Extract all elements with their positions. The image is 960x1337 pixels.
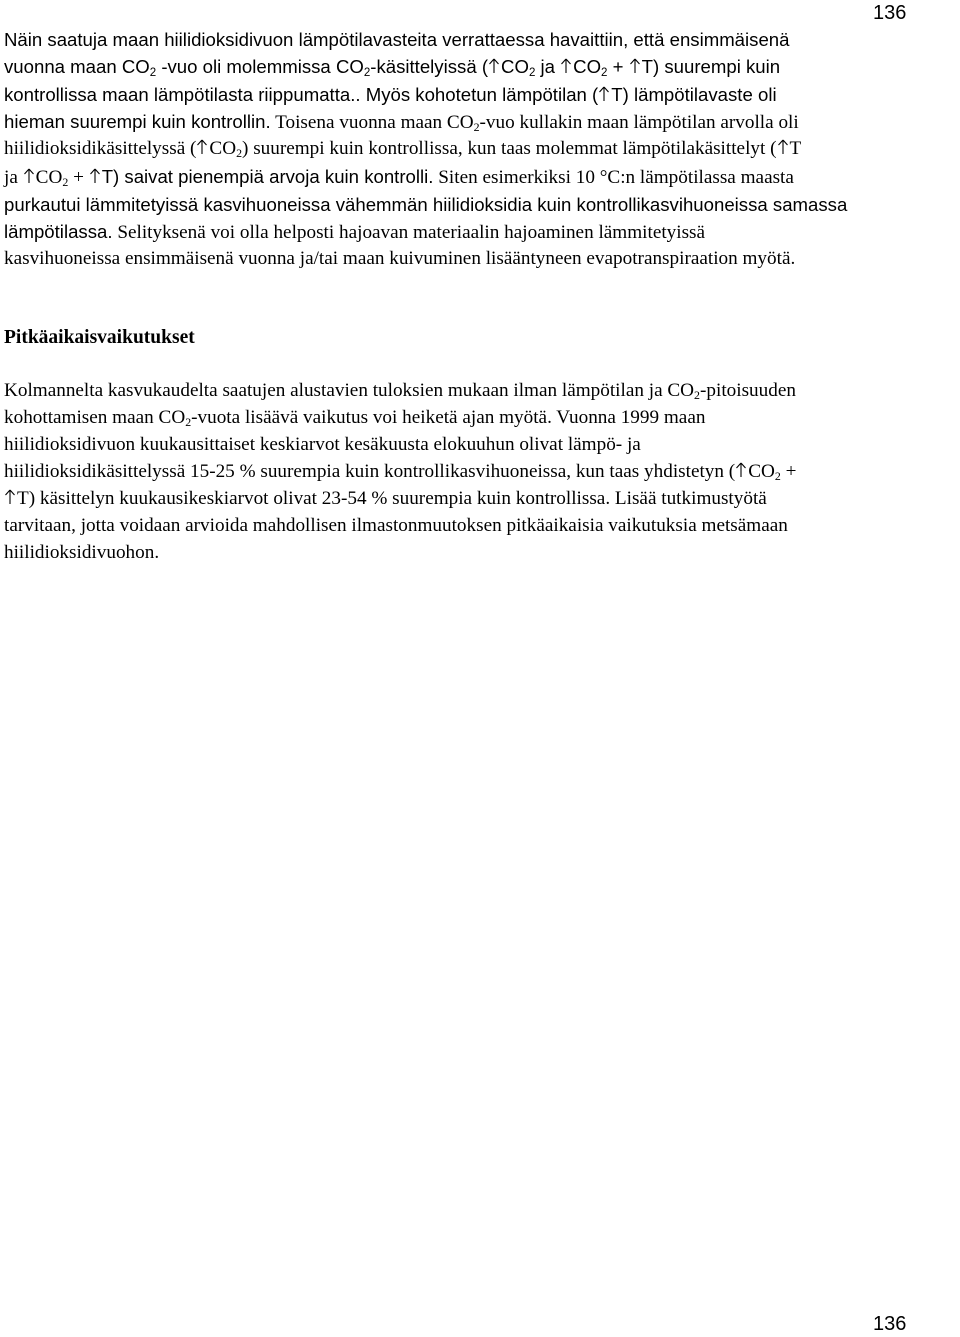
text-line: hiilidioksidikäsittelyssä 15-25 % suurempia kuin kontrollikasvihuoneissa, kun taas yhdistetyn ( $CO_2$ + — [4, 461, 797, 483]
text-line: purkautui lämmitetyissä kasvihuoneissa vähemmän hiilidioksidia kuin kontrollikasvihuoneissa samassa — [4, 194, 848, 215]
page-number-top: 136 — [873, 2, 907, 24]
up-arrow-icon — [777, 139, 789, 155]
page-number-bottom: 136 — [873, 1313, 907, 1335]
up-arrow-icon — [488, 58, 500, 74]
up-arrow-icon — [23, 168, 35, 184]
text-line: hiilidioksidikäsittelyssä ( $CO_2$) suurempi kuin kontrollissa, kun taas molemmat lämpötilakäsittelyt ( T — [4, 138, 802, 160]
up-arrow-icon — [89, 168, 101, 184]
text-line: lämpötilassa. Selityksenä voi olla helposti hajoavan materiaalin hajoaminen lämmitetyissä — [4, 221, 706, 243]
text-line: ja $CO_2$ + T) saivat pienempiä arvoja kuin kontrolli. Siten esimerkiksi 10 °C:n lämpötilassa maasta — [4, 166, 794, 189]
text-line: hieman suurempi kuin kontrollin. Toisena vuonna maan $CO_2$-vuo kullakin maan lämpötilan arvolla oli — [4, 111, 799, 134]
up-arrow-icon — [560, 58, 572, 74]
text-line: Näin saatuja maan hiilidioksidivuon lämpötilavasteita verrattaessa havaittiin, että ensimmäisenä — [4, 29, 790, 50]
text-line: kontrollissa maan lämpötilasta riippumatta.. Myös kohotetun lämpötilan ( T) lämpötilavaste oli — [4, 84, 777, 105]
text-line: kohottamisen maan $CO_2$-vuota lisäävä vaikutus voi heiketä ajan myötä. Vuonna 1999 maan — [4, 407, 706, 429]
text-line: hiilidioksidivuon kuukausittaiset keskiarvot kesäkuusta elokuuhun olivat lämpö- ja — [4, 434, 641, 455]
up-arrow-icon — [735, 462, 747, 478]
text-line: kasvihuoneissa ensimmäisenä vuonna ja/tai maan kuivuminen lisääntyneen evapotranspiraation myötä. — [4, 248, 796, 269]
up-arrow-icon — [598, 86, 610, 102]
up-arrow-icon — [196, 139, 208, 155]
text-line: T) käsittelyn kuukausikeskiarvot olivat 23-54 % suurempia kuin kontrollissa. Lisää tutkimustyötä — [4, 488, 767, 510]
text-line: hiilidioksidivuohon. — [4, 542, 160, 563]
section-heading: Pitkäaikaisvaikutukset — [4, 327, 195, 348]
up-arrow-icon — [629, 58, 641, 74]
text-line: vuonna maan $CO_2$ -vuo oli molemmissa $CO_2$-käsittelyissä ( $CO_2$ ja $CO_2$ + T) suurempi kuin — [4, 56, 781, 79]
up-arrow-icon — [4, 489, 16, 505]
text-line: Kolmannelta kasvukaudelta saatujen alustavien tuloksien mukaan ilman lämpötilan ja $CO_2$-pitoisuuden — [4, 380, 796, 402]
text-line: tarvitaan, jotta voidaan arvioida mahdollisen ilmastonmuutoksen pitkäaikaisia vaikutuksia metsämaan — [4, 515, 788, 536]
